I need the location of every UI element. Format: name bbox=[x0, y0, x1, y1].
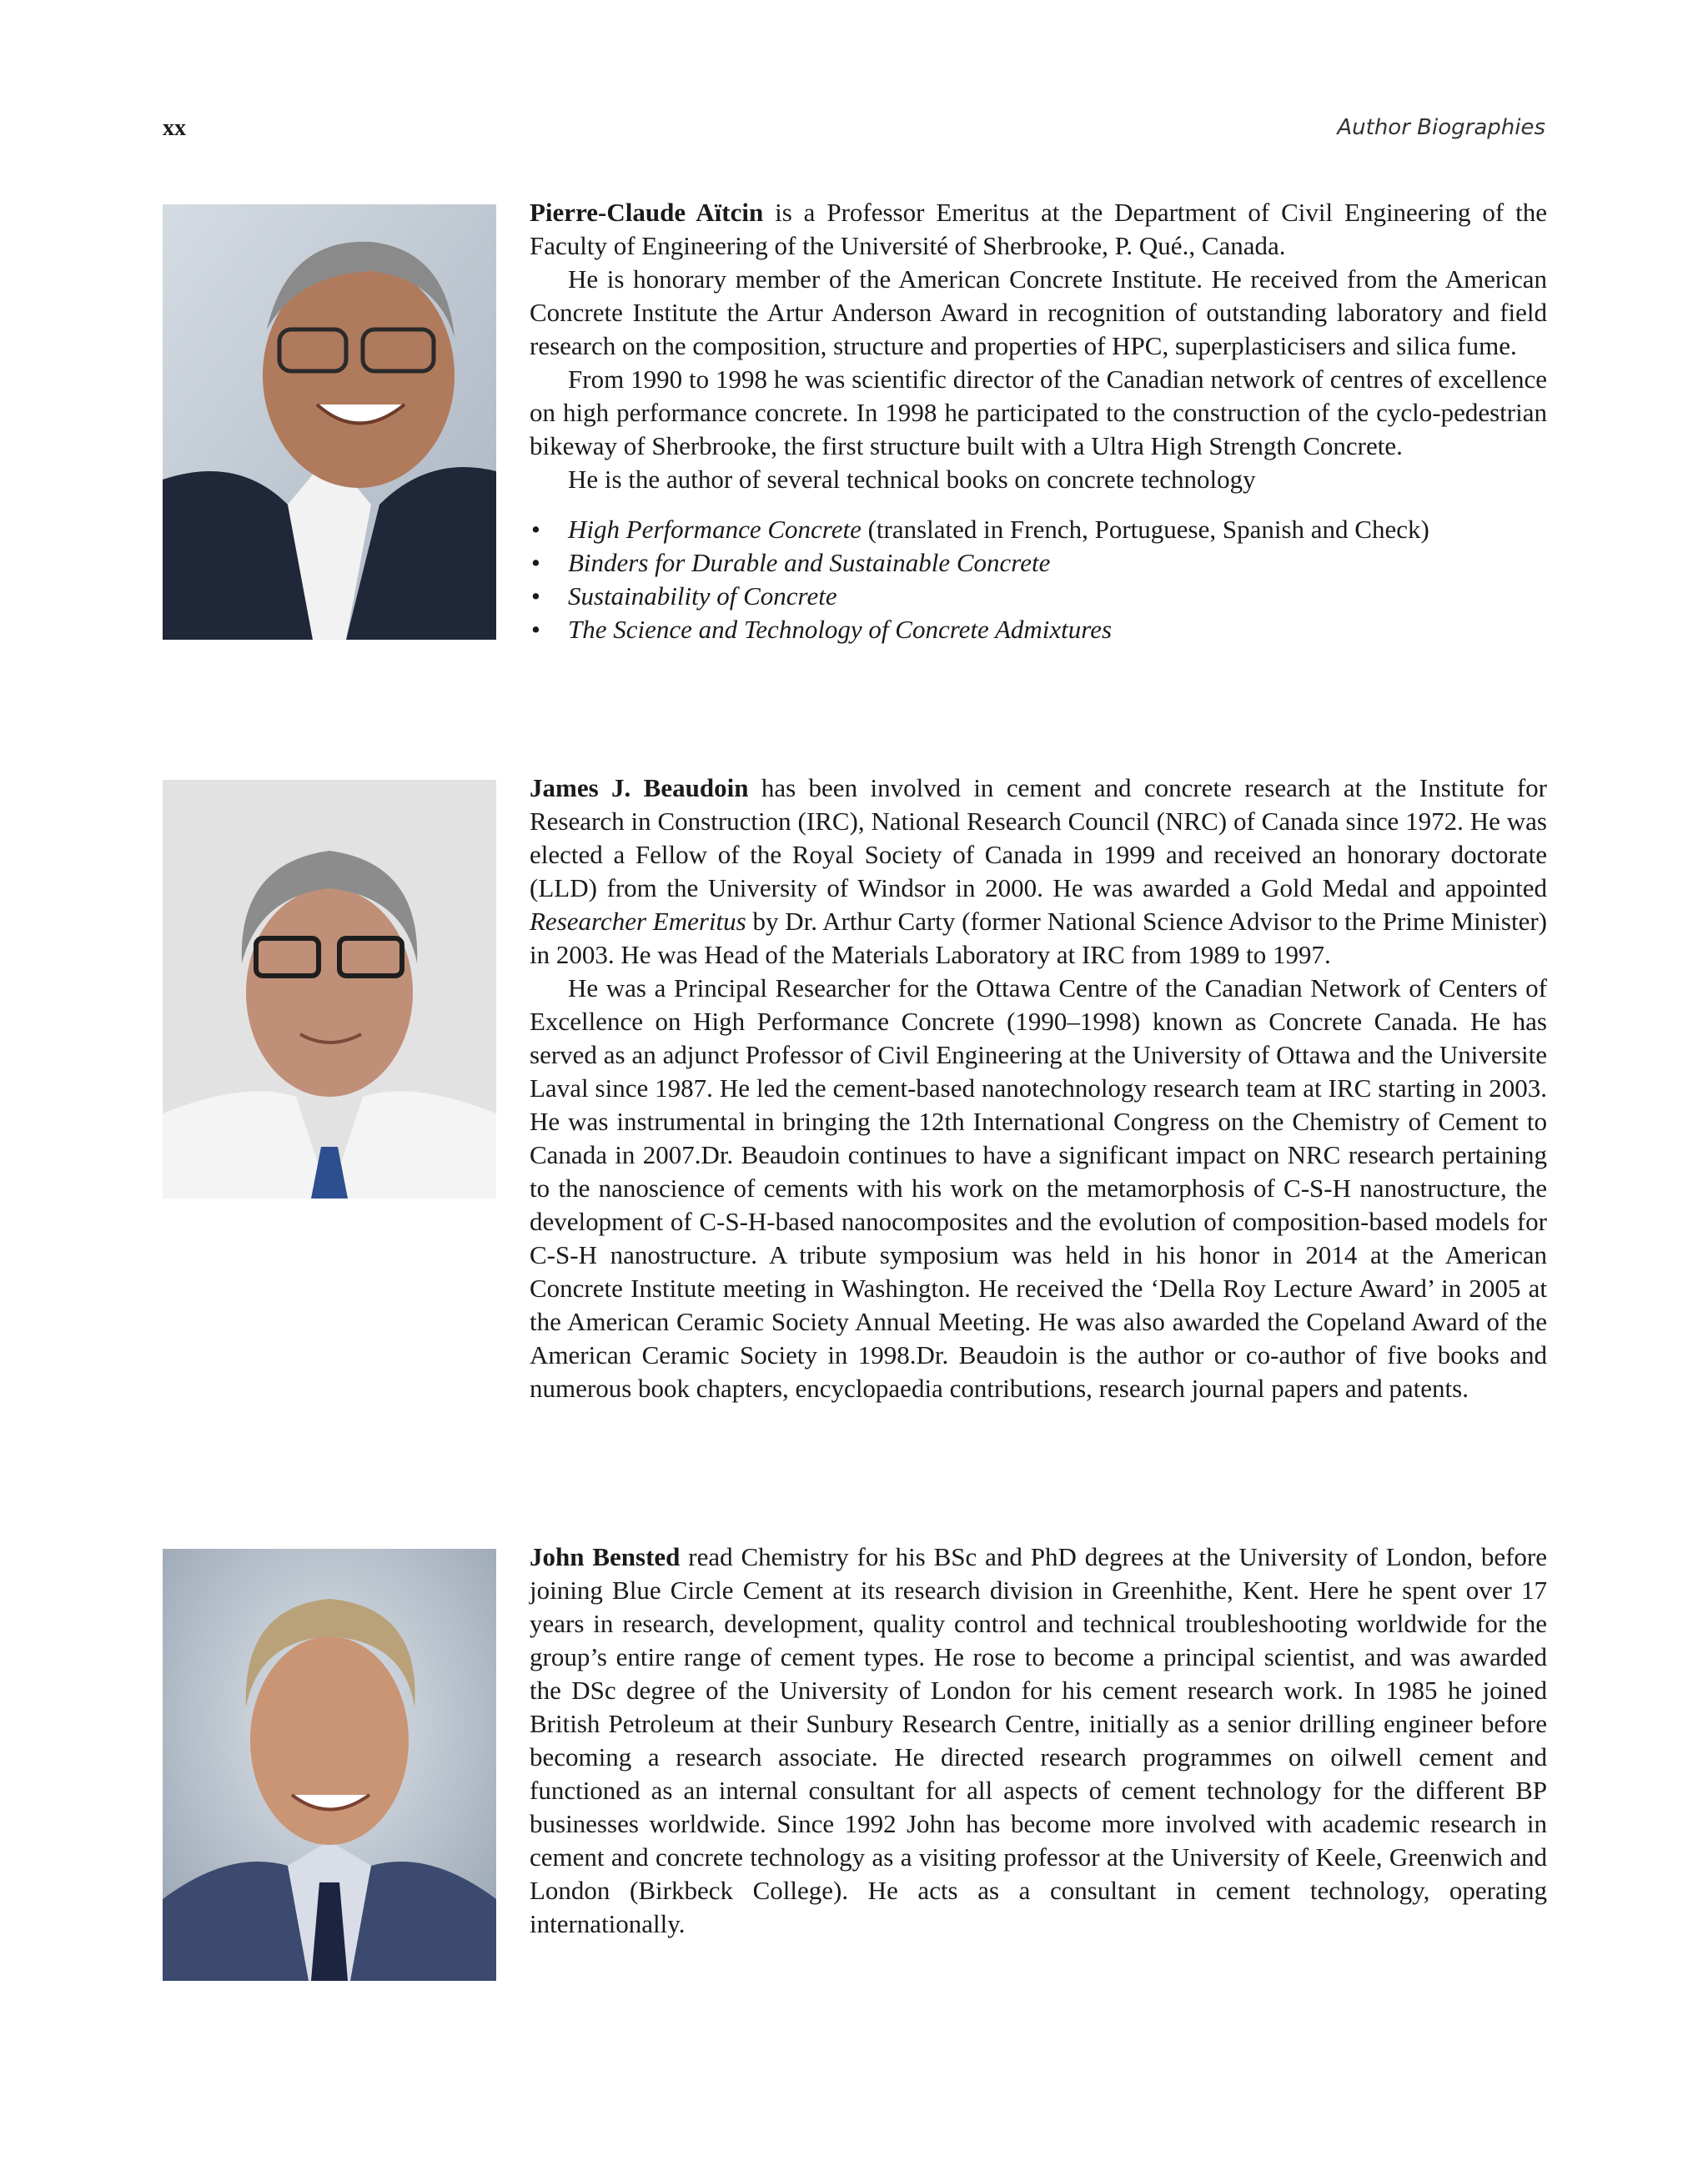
bio-paragraph bbox=[530, 771, 1547, 972]
honorary-title: Researcher Emeritus bbox=[530, 907, 746, 936]
bullet-icon: • bbox=[531, 515, 540, 544]
portrait-photo-icon bbox=[163, 204, 496, 640]
book-note: (translated in French, Portuguese, Spanish and Check) bbox=[861, 515, 1429, 544]
book-title: Sustainability of Concrete bbox=[568, 581, 837, 611]
bio-text bbox=[530, 196, 1547, 646]
author-photo bbox=[163, 204, 496, 640]
bio-paragraph bbox=[530, 196, 1547, 263]
page-header bbox=[163, 115, 1545, 148]
running-title: Author Biographies bbox=[1337, 115, 1545, 140]
book-list-item bbox=[530, 546, 1547, 580]
author-photo bbox=[163, 780, 496, 1199]
bio-text-span: read Chemistry for his BSc and PhD degrees at the University of London, before joining Blue Circle Cement at its research division in Greenhithe, Kent. Here he spent over 17 years in research, development, quality control and technical troubleshooting worldwide for the group’s entire range of cement types. He rose to become a principal scientist, and was awarded the DSc degree of the University of London for his cement research work. In 1985 he joined British Petroleum at their Sunbury Research Centre, initially as a senior drilling engineer before becoming a research associate. He directed research programmes on oilwell cement and functioned as an internal consultant for all aspects of cement technology for the different BP businesses worldwide. Since 1992 John has become more involved with academic research in cement and concrete technology as a visiting professor at the University of Keele, Greenwich and London (Birkbeck College). He acts as a consultant in cement technology, operating internationally. bbox=[530, 1542, 1547, 1938]
book-list bbox=[530, 513, 1547, 646]
portrait-photo-icon bbox=[163, 780, 496, 1199]
bullet-icon: • bbox=[531, 548, 540, 577]
book-list-item bbox=[530, 613, 1547, 646]
book-title: High Performance Concrete bbox=[568, 515, 862, 544]
bio-paragraph bbox=[530, 1540, 1547, 1941]
bio-text-span: by Dr. Arthur Carty (former National Science Advisor to the Prime Minister) in 2003. He was Head of the Materials Laboratory at IRC from 1989 to 1997. bbox=[530, 907, 1547, 969]
bio-paragraph: He was a Principal Researcher for the Ottawa Centre of the Canadian Network of Centers of Excellence on High Performance Concrete (1990–1998) known as Concrete Canada. He has served as an adjunct Professor of Civil Engineering at the University of Ottawa and the Universite Laval since 1987. He led the cement-based nanotechnology research team at IRC starting in 2003. He was instrumental in bringing the 12th International Congress on the Chemistry of Cement to Canada in 2007.Dr. Beaudoin continues to have a significant impact on NRC research pertaining to the nanoscience of cements with his work on the metamorphosis of C-S-H nanostructure, the development of C-S-H-based nanocomposites and the evolution of composition-based models for C-S-H nanostructure. A tribute symposium was held in his honor in 2014 at the American Concrete Institute meeting in Washington. He received the ‘Della Roy Lecture Award’ in 2005 at the American Ceramic Society Annual Meeting. He was also awarded the Copeland Award of the American Ceramic Society in 1998.Dr. Beaudoin is the author or co-author of five books and numerous book chapters, encyclopaedia contributions, research journal papers and patents. bbox=[530, 973, 1547, 1403]
book-list-item bbox=[530, 513, 1547, 546]
book-title: Binders for Durable and Sustainable Concrete bbox=[568, 548, 1051, 577]
author-photo bbox=[163, 1549, 496, 1981]
page-number: xx bbox=[163, 115, 186, 141]
bio-paragraph: He is the author of several technical books on concrete technology bbox=[568, 465, 1256, 494]
author-name: James J. Beaudoin bbox=[530, 773, 749, 802]
bio-paragraph: From 1990 to 1998 he was scientific director of the Canadian network of centres of excellence on high performance concrete. In 1998 he participated to the construction of the cyclo-pedestrian bikeway of Sherbrooke, the first structure built with a Ultra High Strength Concrete. bbox=[530, 364, 1547, 460]
bullet-icon: • bbox=[531, 615, 540, 644]
bio-text bbox=[530, 1540, 1547, 1941]
bio-text bbox=[530, 771, 1547, 1405]
book-list-item bbox=[530, 580, 1547, 613]
portrait-photo-icon bbox=[163, 1549, 496, 1981]
bio-text-span: has been involved in cement and concrete research at the Institute for Research in Construction (IRC), National Research Council (NRC) of Canada since 1972. He was elected a Fellow of the Royal Society of Canada in 1999 and received an honorary doctorate (LLD) from the University of Windsor in 2000. He was awarded a Gold Medal and appointed bbox=[530, 773, 1547, 902]
bullet-icon: • bbox=[531, 581, 540, 611]
author-name: John Bensted bbox=[530, 1542, 681, 1571]
book-title: The Science and Technology of Concrete Admixtures bbox=[568, 615, 1113, 644]
bio-text-span: is a Professor Emeritus at the Department of Civil Engineering of the Faculty of Engineering of the Université of Sherbrooke, P. Qué., Canada. bbox=[530, 198, 1547, 260]
bio-paragraph: He is honorary member of the American Concrete Institute. He received from the American Concrete Institute the Artur Anderson Award in recognition of outstanding laboratory and field research on the composition, structure and properties of HPC, superplasticisers and silica fume. bbox=[530, 264, 1547, 360]
author-name: Pierre-Claude Aïtcin bbox=[530, 198, 764, 227]
